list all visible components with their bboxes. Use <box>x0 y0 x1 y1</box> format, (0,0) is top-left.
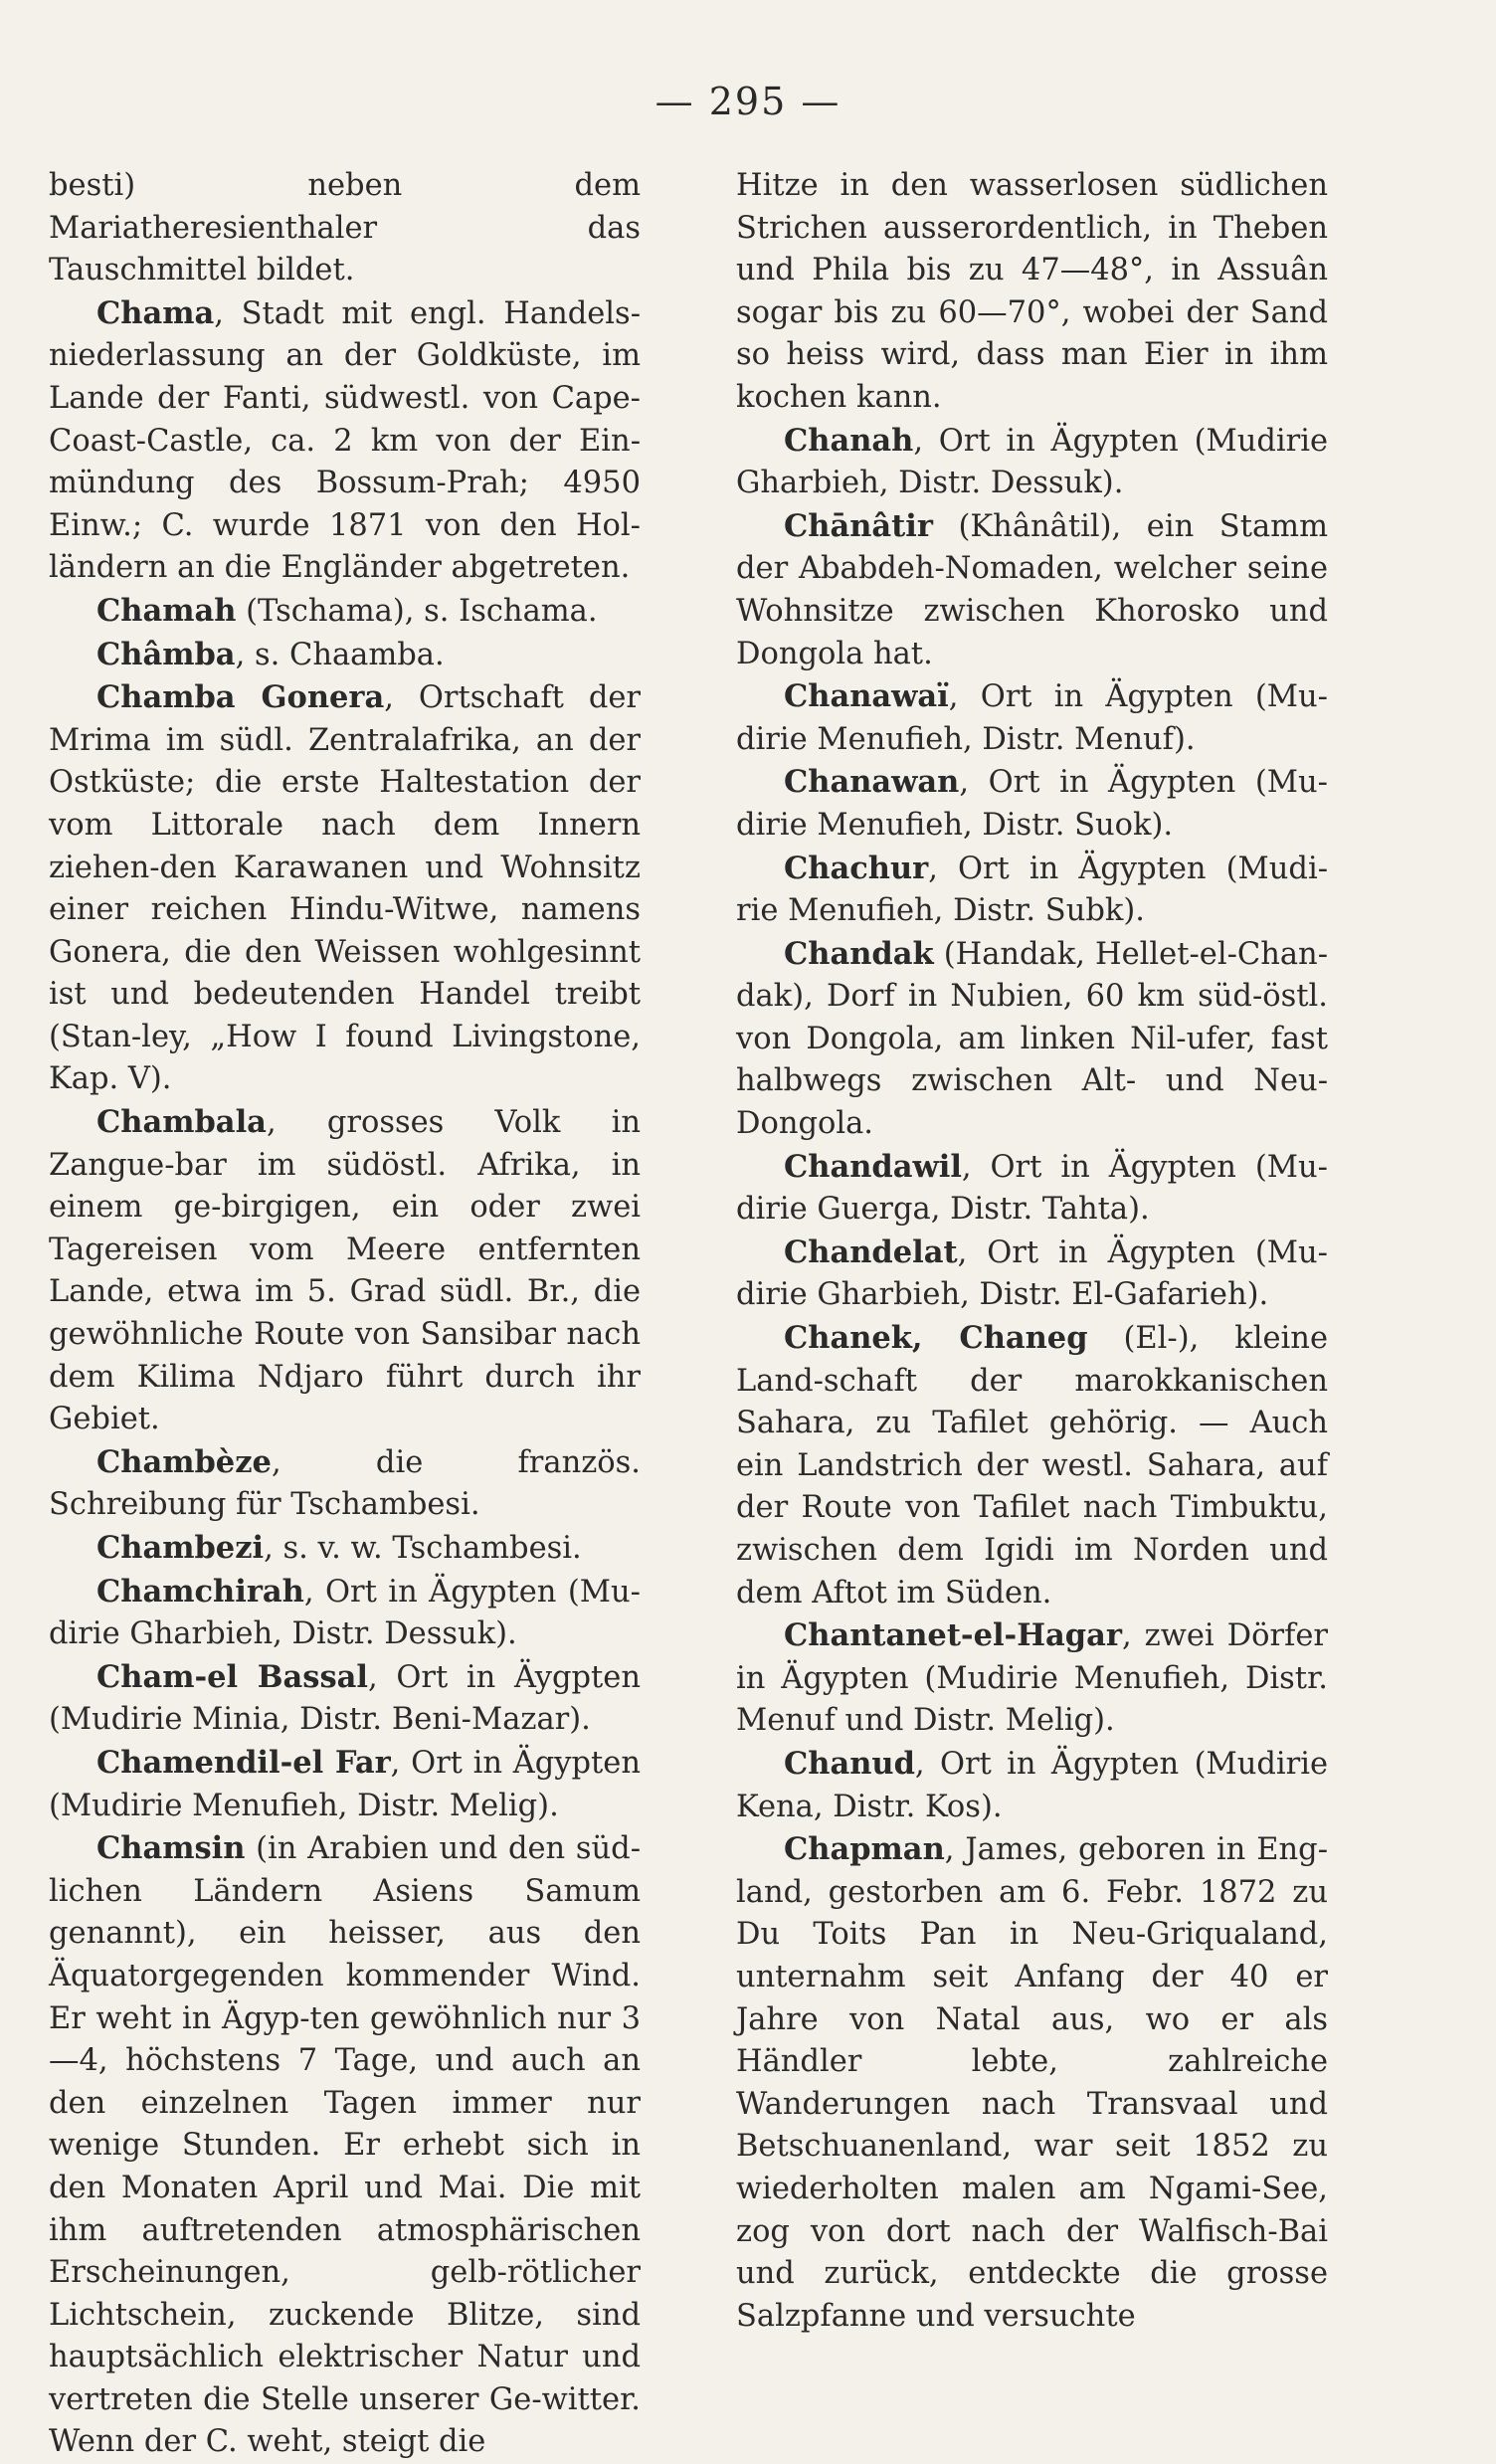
entry-text: , s. Chaamba. <box>235 637 445 672</box>
dictionary-entry <box>736 1146 1328 1232</box>
entry-headword: Chanawaï <box>784 678 949 715</box>
entry-text: Hitze in den wasserlosen südlichen Strichen ausserordentlich, in Theben und Phila bis zu 47—48°, in Assuân sogar bis zu 60—70°, wobei der Sand so heiss wird, dass man Eier in ihm kochen kann. <box>736 168 1328 415</box>
entry-headword: Chandak <box>784 935 934 972</box>
entry-text: , zwei Dörfer in Ägypten (Mudirie Menufieh, Distr. Menuf und Distr. Melig). <box>736 1618 1328 1739</box>
entry-text: , Ort in Ägypten (Mu-dirie Gharbieh, Distr. Dessuk). <box>49 1574 641 1652</box>
dictionary-entry <box>49 1827 641 2464</box>
entry-text: , Ort in Ägypten (Mudirie Kena, Distr. Kos). <box>736 1746 1328 1824</box>
dictionary-entry <box>49 1571 641 1656</box>
entry-headword: Chanah <box>784 422 914 459</box>
entry-headword: Châmba <box>96 636 236 672</box>
entry-headword: Cham-el Bassal <box>96 1658 368 1695</box>
entry-headword: Chamchirah <box>96 1573 304 1610</box>
dictionary-entry <box>49 590 641 634</box>
dictionary-entry <box>49 1441 641 1527</box>
entry-headword: Chamah <box>96 592 237 629</box>
entry-text: , Ort in Ägypten (Mu-dirie Menufieh, Distr. Suok). <box>736 765 1328 843</box>
entry-headword: Chanawan <box>784 764 960 801</box>
entry-text: (Tschama), s. Ischama. <box>236 593 598 629</box>
entry-headword: Chambala <box>96 1104 267 1141</box>
dictionary-entry <box>736 420 1328 505</box>
dictionary-entry <box>49 1742 641 1827</box>
entry-text: , Ort in Äygpten (Mudirie Minia, Distr. Beni-Mazar). <box>49 1659 641 1738</box>
entry-text: (Handak, Hellet-el-Chan-dak), Dorf in Nubien, 60 km süd-östl. von Dongola, am linken Nil-ufer, fast halbwegs zwischen Alt- und Neu-Dongola. <box>736 936 1328 1142</box>
dictionary-entry <box>49 1656 641 1742</box>
dictionary-entry <box>736 1317 1328 1614</box>
entry-text: , Ort in Ägypten (Mudirie Menufieh, Distr. Melig). <box>49 1745 641 1823</box>
entry-text: , die französ. Schreibung für Tschambesi. <box>49 1444 641 1523</box>
entry-headword: Chachur <box>784 850 929 886</box>
dictionary-entry <box>49 292 641 590</box>
dictionary-entry <box>736 933 1328 1146</box>
entry-headword: Chandawil <box>784 1148 962 1185</box>
entry-headword: Chanud <box>784 1745 915 1782</box>
dictionary-entry <box>736 1743 1328 1828</box>
entry-headword: Chamsin <box>96 1830 246 1867</box>
entry-text: besti) neben dem Mariatheresienthaler das Tauschmittel bildet. <box>49 168 641 288</box>
entry-text: , Ort in Ägypten (Mudirie Gharbieh, Distr. Dessuk). <box>736 423 1328 501</box>
entry-headword: Chamendil-el Far <box>96 1744 391 1781</box>
left-column <box>49 165 641 2464</box>
dictionary-entry <box>49 165 641 292</box>
dictionary-entry <box>736 1232 1328 1317</box>
entry-text: , grosses Volk in Zangue-bar im südöstl. Afrika, in einem ge-birgigen, ein oder zwei Tagereisen vom Meere entfernten Lande, etwa im 5. Grad südl. Br., die gewöhnliche Route von Sansibar nach dem Kilima Ndjaro führt durch ihr Gebiet. <box>49 1105 641 1437</box>
dictionary-entry <box>736 1828 1328 2338</box>
entry-text: , Ort in Ägypten (Mudi-rie Menufieh, Distr. Subk). <box>736 851 1328 929</box>
entry-text: , Ortschaft der Mrima im südl. Zentralafrika, an der Ostküste; die erste Haltestation der vom Littorale nach dem Innern ziehen-den Karawanen und Wohnsitz einer reichen Hindu-Witwe, namens Gonera, die den Weissen wohlgesinnt ist und bedeutenden Handel treibt (Stan-ley, „How I found Livingstone, Kap. V). <box>49 680 641 1097</box>
dictionary-entry <box>736 165 1328 420</box>
entry-text: , s. v. w. Tschambesi. <box>264 1531 582 1566</box>
entry-text: (in Arabien und den süd-lichen Ländern Asiens Samum genannt), ein heisser, aus den Äquatorgegenden kommender Wind. Er weht in Ägyp-ten gewöhnlich nur 3—4, höchstens 7 Tage, und auch an den einzelnen Tagen immer nur wenige Stunden. Er erhebt sich in den Monaten April und Mai. Die mit ihm auftretenden atmosphärischen Erscheinungen, gelb-rötlicher Lichtschein, zuckende Blitze, sind hauptsächlich elektrischer Natur und vertreten die Stelle unserer Ge-witter. Wenn der C. weht, steigt die <box>49 1831 641 2460</box>
dictionary-entry <box>736 1614 1328 1743</box>
dictionary-entry <box>736 675 1328 761</box>
entry-headword: Chānâtir <box>784 507 933 544</box>
entry-text: , James, geboren in Eng-land, gestorben am 6. Febr. 1872 zu Du Toits Pan in Neu-Griqualand, unternahm seit Anfang der 40 er Jahre von Natal aus, wo er als Händler lebte, zahlreiche Wanderungen nach Transvaal und Betschuanenland, war seit 1852 zu wiederholten malen am Ngami-See, zog von dort nach der Walfisch-Bai und zurück, entdeckte die grosse Salzpfanne und versuchte <box>736 1832 1328 2334</box>
entry-headword: Chantanet-el-Hagar <box>784 1617 1122 1654</box>
right-column <box>736 165 1328 2338</box>
entry-text: (Khânâtil), ein Stamm der Ababdeh-Nomaden, welcher seine Wohnsitze zwischen Khorosko und Dongola hat. <box>736 508 1328 671</box>
entry-headword: Chamba Gonera <box>96 679 385 716</box>
entry-text: (El-), kleine Land-schaft der marokkanischen Sahara, zu Tafilet gehörig. — Auch ein Landstrich der westl. Sahara, auf der Route von Tafilet nach Timbuktu, zwischen dem Igidi im Norden und dem Aftot im Süden. <box>736 1321 1328 1611</box>
entry-headword: Chama <box>96 294 215 331</box>
dictionary-entry <box>49 676 641 1101</box>
entry-text: , Ort in Ägypten (Mu-dirie Guerga, Distr. Tahta). <box>736 1149 1328 1228</box>
entry-text: , Stadt mit engl. Handels-niederlassung an der Goldküste, im Lande der Fanti, südwestl. von Cape-Coast-Castle, ca. 2 km von der Ein-mündung des Bossum-Prah; 4950 Einw.; C. wurde 1871 von den Hol-ländern an die Engländer abgetreten. <box>49 295 641 586</box>
dictionary-entry <box>49 634 641 677</box>
entry-headword: Chanek, Chaneg <box>784 1320 1088 1357</box>
page-number: — 295 — <box>654 80 842 123</box>
dictionary-entry <box>736 505 1328 675</box>
entry-text: , Ort in Ägypten (Mu-dirie Menufieh, Distr. Menuf). <box>736 679 1328 757</box>
dictionary-entry <box>736 848 1328 933</box>
dictionary-entry <box>49 1101 641 1441</box>
entry-headword: Chandelat <box>784 1233 958 1270</box>
dictionary-entry <box>736 761 1328 847</box>
entry-headword: Chambezi <box>96 1530 265 1566</box>
entry-headword: Chambèze <box>96 1443 272 1480</box>
entry-text: , Ort in Ägypten (Mu-dirie Gharbieh, Distr. El-Gafarieh). <box>736 1234 1328 1313</box>
dictionary-entry <box>49 1527 641 1571</box>
entry-headword: Chapman <box>784 1831 945 1868</box>
